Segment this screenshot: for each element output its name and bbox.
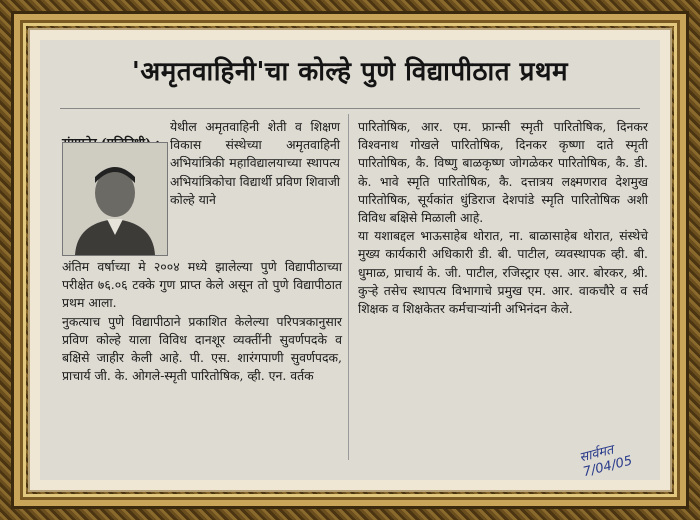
article-right-column: पारितोषिक, आर. एम. फ्रान्सी स्मृती पारितोषिक, दिनकर विश्वनाथ गोखले पारितोषिक, दिनकर कृष्णा दाते स्मृती पारितोषिक, कै. विष्णु बाळकृष्ण जोगळेकर पारितोषिक, कै. डी. के. भावे स्मृति पारितोषिक, कै. दत्तात्रय लक्ष्मणराव देशमुख पारितोषिक, सूर्यकांत धुंडिराज देशपांडे स्मृति पारितोषिक अशी विविध बक्षिसे मिळाली आहे. या यशाबद्दल भाऊसाहेब थोरात, ना. बाळासाहेब थोरात, संस्थेचे मुख्य कार्यकारी अधिकारी डी. बी. पाटील, व्यवस्थापक व्ही. बी. धुमाळ, प्राचार्य के. जी. पाटील, रजिस्ट्रार एस. आर. बोरकर, श्री. कुऱ्हे तसेच स्थापत्य विभागाचे प्रमुख एम. आर. वाकचौरे व सर्व शिक्षक व शिक्षकेतर कर्मचाऱ्यांनी अभिनंदन केले.	[358, 119, 648, 317]
portrait-icon	[63, 143, 167, 255]
article-headline: 'अमृतवाहिनी'चा कोल्हे पुणे विद्यापीठात प्रथम	[131, 57, 569, 87]
handwritten-date-stamp: सार्वमत 7/04/05	[577, 442, 634, 480]
headline-rule	[60, 108, 640, 109]
student-photo	[62, 142, 168, 256]
article-intro: येथील अमृतवाहिनी शेती व शिक्षण विकास संस्थेच्या अमृतवाहिनी अभियांत्रिकी महाविद्यालयाच्या स्थापत्य अभियांत्रिकोचा विद्यार्थी प्रविण शिवाजी कोल्हे याने	[170, 119, 340, 207]
article-left-column: अंतिम वर्षाच्या मे २००४ मध्ये झालेल्या पुणे विद्यापीठाच्या परीक्षेत ७६.०६ टक्के गुण प्राप्त केले असून तो पुणे विद्यापीठात प्रथम आला. नुकत्याच पुणे विद्यापीठाने प्रकाशित केलेल्या परिपत्रकानुसार प्रविण कोल्हे याला विविध दानशूर व्यक्तींनी सुवर्णपदके व बक्षिसे जाहीर केली आहे. पी. एस. शारंगपाणी सुवर्णपदक, प्राचार्य जी. के. ओगले-स्मृती पारितोषिक, व्ही. एन. वर्तक	[62, 259, 342, 384]
newspaper-clipping	[40, 40, 660, 480]
column-divider	[348, 114, 349, 460]
